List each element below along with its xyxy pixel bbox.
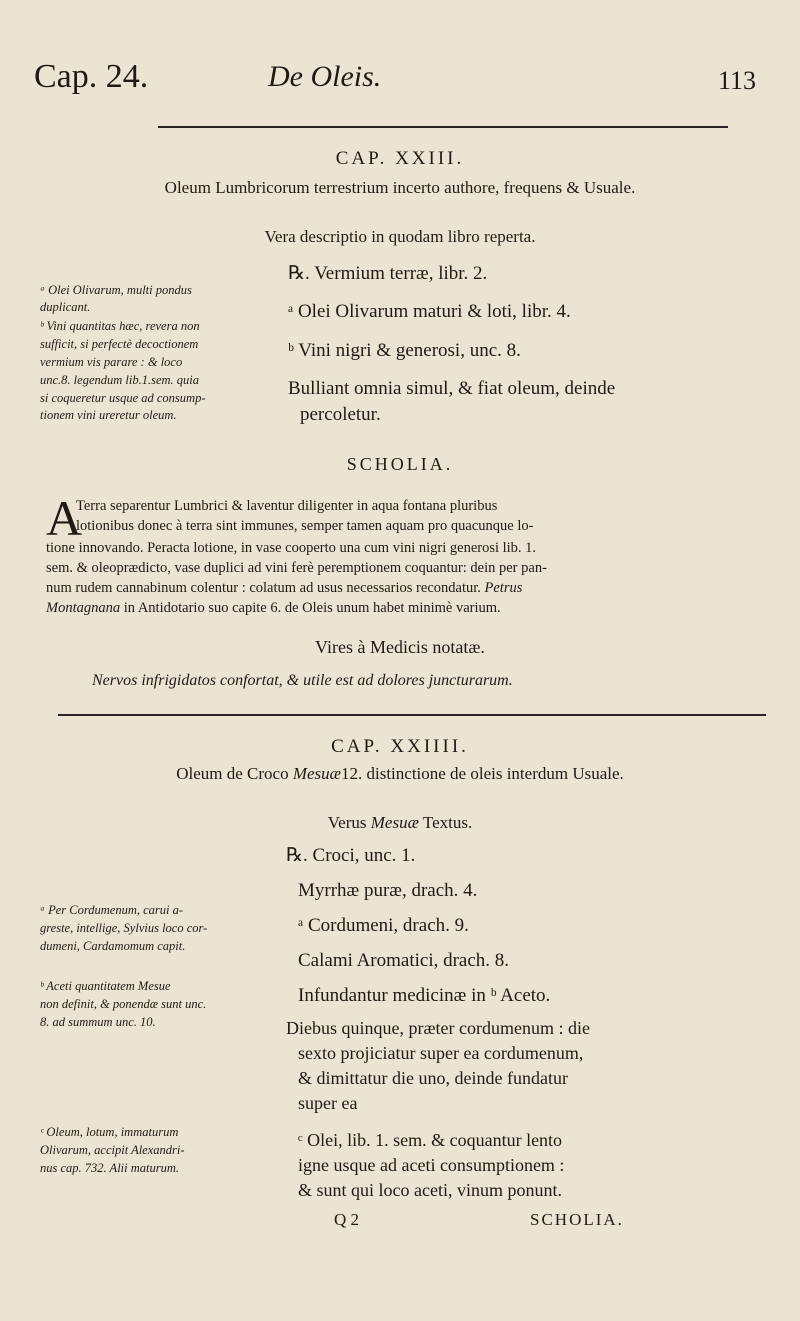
scholia-line: Terra separentur Lumbrici & laventur diligenter in aqua fontana pluribus bbox=[76, 498, 498, 514]
signature-mark: Q 2 bbox=[334, 1210, 360, 1229]
recipe-line: ᵃ Olei Olivarum maturi & loti, libr. 4. bbox=[288, 301, 571, 322]
margin-note: vermium vis parare : & loco bbox=[40, 355, 183, 369]
recipe-line: percoletur. bbox=[300, 404, 381, 425]
recipe-line: Infundantur medicinæ in ᵇ Aceto. bbox=[298, 985, 551, 1006]
recipe-line: Calami Aromatici, drach. 8. bbox=[298, 950, 510, 971]
margin-note: ᵃ Per Cordumenum, carui a- bbox=[40, 903, 184, 917]
margin-note: 8. ad summum unc. 10. bbox=[40, 1015, 156, 1029]
margin-note: duplicant. bbox=[40, 300, 91, 314]
scholia-author: Petrus bbox=[484, 580, 523, 596]
margin-note: nus cap. 732. Alii maturum. bbox=[40, 1161, 180, 1175]
recipe-line: ℞. Croci, unc. 1. bbox=[286, 845, 416, 866]
recipe-line: super ea bbox=[298, 1093, 358, 1113]
running-header-title: De Oleis. bbox=[268, 60, 382, 93]
running-header-chapter: Cap. 24. bbox=[34, 58, 149, 95]
chapter-24-subheading: Verus Mesuæ Textus. bbox=[327, 813, 473, 832]
chapter-24-intro: Oleum de Croco Mesuæ12. distinctione de oleis interdum Usuale. bbox=[176, 764, 624, 783]
header-rule bbox=[158, 126, 728, 128]
recipe-line: Myrrhæ puræ, drach. 4. bbox=[298, 880, 478, 901]
scholia-line: num rudem cannabinum colentur : colatum ad usus necessarios recondatur. Petrus bbox=[46, 580, 523, 596]
margin-note: sufficit, si perfectè decoctionem bbox=[40, 337, 199, 351]
recipe-line: sexto projiciatur super ea cordumenum, bbox=[298, 1043, 584, 1063]
scholia-line: sem. & oleoprædicto, vase duplici ad vini ferè peremptionem coquantur: dein per pan- bbox=[46, 560, 547, 576]
margin-note: ᵇ Vini quantitas hæc, revera non bbox=[40, 319, 200, 333]
margin-note: si coqueretur usque ad consump- bbox=[40, 391, 206, 405]
chapter-23-intro: Oleum Lumbricorum terrestrium incerto authore, frequens & Usuale. bbox=[164, 178, 636, 197]
scholia-line: tione innovando. Peracta lotione, in vase cooperto una cum vini nigri generosi lib. 1. bbox=[46, 540, 537, 556]
margin-note: unc.8. legendum lib.1.sem. quia bbox=[40, 373, 200, 387]
recipe-line: & sunt qui loco aceti, vinum ponunt. bbox=[298, 1180, 562, 1200]
recipe-line: ℞. Vermium terræ, libr. 2. bbox=[288, 263, 488, 284]
margin-note: ᵇ Aceti quantitatem Mesue bbox=[40, 979, 171, 993]
chapter-23-heading: CAP. XXIII. bbox=[335, 148, 465, 169]
scholia-line: Montagnana in Antidotario suo capite 6. de Oleis unum habet minimè varium. bbox=[46, 600, 501, 616]
recipe-line: Bulliant omnia simul, & fiat oleum, deinde bbox=[288, 378, 616, 399]
margin-note: tionem vini ureretur oleum. bbox=[40, 408, 177, 422]
margin-note: Olivarum, accipit Alexandri- bbox=[40, 1143, 185, 1157]
margin-note: ᶜ Oleum, lotum, immaturum bbox=[40, 1125, 179, 1139]
section-rule bbox=[58, 714, 766, 716]
margin-note: greste, intellige, Sylvius loco cor- bbox=[40, 921, 208, 935]
recipe-line: igne usque ad aceti consumptionem : bbox=[298, 1155, 565, 1175]
scholia-heading: SCHOLIA. bbox=[346, 454, 454, 474]
chapter-23-subheading: Vera descriptio in quodam libro reperta. bbox=[264, 227, 536, 246]
recipe-line: ᵇ Vini nigri & generosi, unc. 8. bbox=[288, 340, 521, 361]
recipe-line: ᶜ Olei, lib. 1. sem. & coquantur lento bbox=[298, 1130, 563, 1150]
recipe-line: ᵃ Cordumeni, drach. 9. bbox=[298, 915, 469, 936]
recipe-line: Diebus quinque, præter cordumenum : die bbox=[286, 1018, 590, 1038]
vires-heading: Vires à Medicis notatæ. bbox=[315, 637, 485, 657]
drop-cap: A bbox=[46, 490, 83, 546]
margin-note: ᵃ Olei Olivarum, multi pondus bbox=[40, 283, 192, 297]
vires-text: Nervos infrigidatos confortat, & utile est ad dolores juncturarum. bbox=[92, 672, 513, 689]
catchword: SCHOLIA. bbox=[530, 1210, 624, 1229]
chapter-24-heading: CAP. XXIIII. bbox=[331, 736, 469, 757]
margin-note: dumeni, Cardamomum capit. bbox=[40, 939, 186, 953]
recipe-line: & dimittatur die uno, deinde fundatur bbox=[298, 1068, 568, 1088]
page-number: 113 bbox=[718, 66, 757, 95]
scholia-line: lotionibus donec à terra sint immunes, semper tamen aquam pro quacunque lo- bbox=[76, 518, 534, 534]
margin-note: non definit, & ponendæ sunt unc. bbox=[40, 997, 207, 1011]
